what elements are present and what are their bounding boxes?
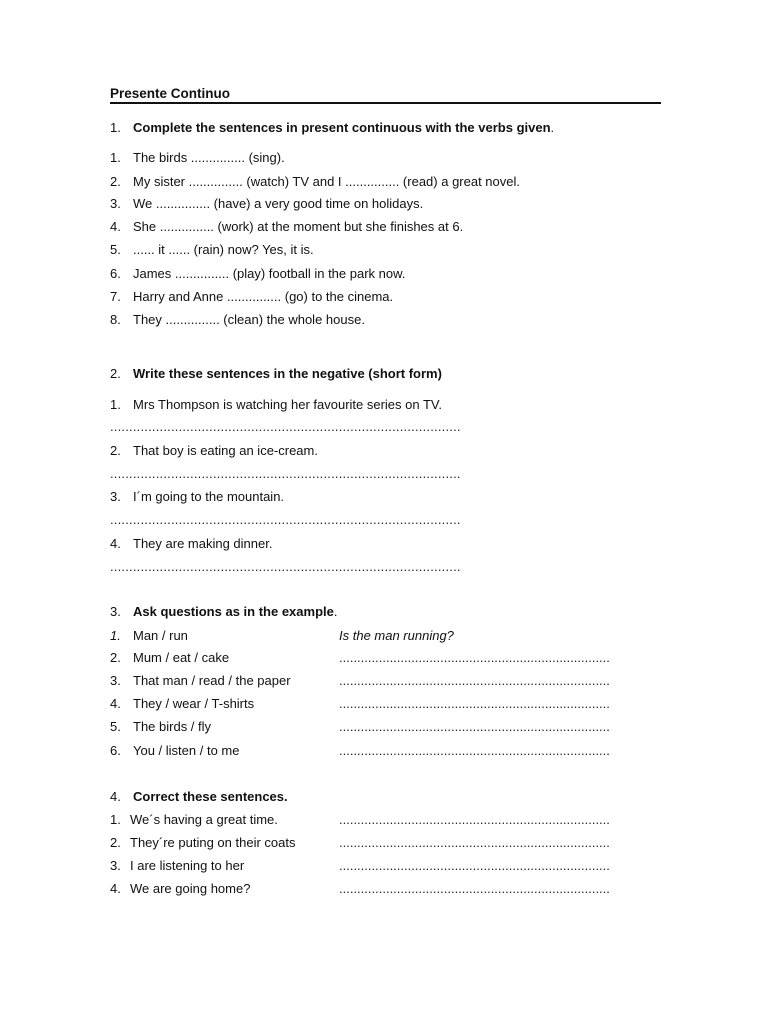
s2-item [110,489,284,505]
s4-item [110,835,295,851]
item-number: 4. [110,536,121,551]
item-number: 4. [110,219,121,234]
section-number: 3. [110,604,121,619]
s2-item [110,443,318,459]
section-heading-text: Complete the sentences in present continuous with the verbs given [133,120,551,135]
section-3-heading [110,604,337,620]
answer-line[interactable]: ........................................................................... [339,696,610,711]
item-number: 3. [110,673,121,688]
section-number: 4. [110,789,121,804]
section-heading-text: Correct these sentences. [133,789,288,804]
item-text: We are going home? [130,881,251,896]
item-number: 4. [110,696,121,711]
section-heading-text: Write these sentences in the negative (short form) [133,366,442,381]
item-text: I´m going to the mountain. [133,489,285,504]
section-number: 2. [110,366,121,381]
answer-line[interactable]: ............................................................................................ [110,466,461,481]
s4-item [110,881,250,897]
item-number: 2. [110,650,121,665]
answer-line[interactable]: ........................................................................... [339,719,610,734]
item-text: They ............... (clean) the whole house. [133,312,365,327]
item-text: Harry and Anne ............... (go) to the cinema. [133,289,394,304]
item-number: 6. [110,266,121,281]
item-number: 7. [110,289,121,304]
section-number: 1. [110,120,121,135]
s1-item [110,219,463,235]
s3-item [110,650,229,666]
item-text: The birds / fly [133,719,212,734]
item-number: 1. [110,397,121,412]
answer-line[interactable]: ........................................................................... [339,673,610,688]
item-number: 1. [110,812,121,827]
section-4-heading [110,789,288,805]
s1-item [110,266,405,282]
section-2-heading [110,366,442,382]
section-heading-text: Ask questions as in the example [133,604,334,619]
s1-item [110,289,393,305]
s1-item [110,312,365,328]
item-text: That man / read / the paper [133,673,291,688]
item-number: 5. [110,719,121,734]
s3-item [110,719,211,735]
item-text: ...... it ...... (rain) now? Yes, it is. [133,242,314,257]
heading-period: . [333,604,338,619]
item-text: The birds ............... (sing). [133,150,285,165]
item-number: 2. [110,174,121,189]
s4-item [110,812,278,828]
item-text: You / listen / to me [133,743,240,758]
item-text: That boy is eating an ice-cream. [133,443,318,458]
item-text: Mum / eat / cake [133,650,230,665]
item-text: They are making dinner. [133,536,273,551]
item-number: 1. [110,628,121,643]
answer-line[interactable]: ........................................................................... [339,650,610,665]
item-number: 2. [110,835,121,850]
answer-line[interactable]: ........................................................................... [339,881,610,896]
item-number: 2. [110,443,121,458]
answer-line[interactable]: ............................................................................................ [110,559,461,574]
worksheet-title: Presente Continuo [110,86,661,104]
s3-item [110,743,239,759]
s1-item [110,242,314,258]
item-text: They´re puting on their coats [130,835,296,850]
s3-item [110,673,291,689]
item-text: They / wear / T-shirts [133,696,255,711]
item-number: 1. [110,150,121,165]
item-number: 8. [110,312,121,327]
item-text: Mrs Thompson is watching her favourite series on TV. [133,397,443,412]
example-answer: Is the man running? [339,628,454,643]
answer-line[interactable]: ........................................................................... [339,812,610,827]
item-number: 3. [110,196,121,211]
answer-line[interactable]: ............................................................................................ [110,419,461,434]
s3-item [110,696,254,712]
item-text: My sister ............... (watch) TV and I ............... (read) a great novel. [133,174,520,189]
s1-item [110,150,285,166]
item-text: She ............... (work) at the moment but she finishes at 6. [133,219,464,234]
s4-item [110,858,244,874]
heading-period: . [550,120,555,135]
s3-item [110,628,188,644]
item-text: Man / run [133,628,188,643]
item-number: 3. [110,489,121,504]
item-text: We´s having a great time. [130,812,278,827]
item-text: I are listening to her [130,858,245,873]
item-number: 4. [110,881,121,896]
item-text: We ............... (have) a very good time on holidays. [133,196,424,211]
section-1-heading [110,120,554,136]
s2-item [110,536,272,552]
item-number: 3. [110,858,121,873]
s1-item [110,174,520,190]
answer-line[interactable]: ............................................................................................ [110,512,461,527]
answer-line[interactable]: ........................................................................... [339,858,610,873]
s1-item [110,196,423,212]
answer-line[interactable]: ........................................................................... [339,743,610,758]
answer-line[interactable]: ........................................................................... [339,835,610,850]
item-text: James ............... (play) football in the park now. [133,266,406,281]
s2-item [110,397,442,413]
item-number: 5. [110,242,121,257]
item-number: 6. [110,743,121,758]
